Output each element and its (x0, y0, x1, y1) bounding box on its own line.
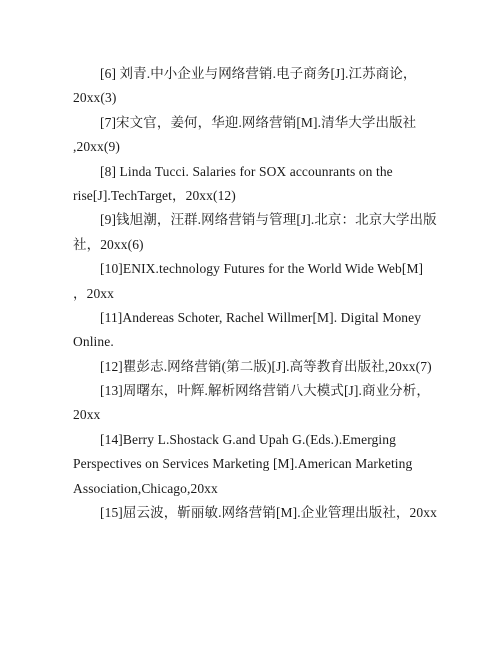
ref-10-line-1: [10]ENIX.technology Futures for the World Wide Web[M] (100, 261, 424, 277)
ref-6-line-2: 20xx(3) (73, 90, 117, 106)
ref-8-line-2: rise[J].TechTarget，20xx(12) (73, 187, 236, 203)
ref-10-line-2: ，20xx (73, 285, 114, 301)
ref-15-line-1: [15]屈云波，靳丽敏.网络营销[M].企业管理出版社，20xx (100, 505, 437, 521)
ref-7-line-2: ,20xx(9) (73, 139, 120, 155)
ref-14-line-2: Perspectives on Services Marketing [M].American Marketing (73, 456, 413, 472)
ref-7-line-1: [7]宋文官，姜何，华迎.网络营销[M].清华大学出版社 (100, 114, 417, 130)
ref-6-line-1: [6] 刘青.中小企业与网络营销.电子商务[J].江苏商论， (100, 66, 417, 81)
ref-13-line-2: 20xx (73, 407, 101, 423)
ref-9-line-2: 社，20xx(6) (73, 236, 144, 252)
ref-14-line-3: Association,Chicago,20xx (73, 480, 218, 496)
reference-list (73, 62, 437, 525)
ref-13-line-1: [13]周曙东，叶辉.解析网络营销八大模式[J].商业分析， (100, 383, 430, 399)
ref-9-line-1: [9]钱旭潮，汪群.网络营销与管理[J].北京：北京大学出版 (100, 212, 437, 228)
ref-8-line-1: [8] Linda Tucci. Salaries for SOX accounrants on the (100, 163, 393, 179)
ref-14-line-1: [14]Berry L.Shostack G.and Upah G.(Eds.).Emerging (100, 431, 396, 447)
ref-11-line-1: [11]Andereas Schoter, Rachel Willmer[M]. Digital Money (100, 309, 422, 325)
ref-12-line-1: [12]瞿彭志.网络营销(第二版)[J].高等教育出版社,20xx(7) (100, 358, 432, 374)
ref-11-line-2: Online. (73, 334, 114, 350)
